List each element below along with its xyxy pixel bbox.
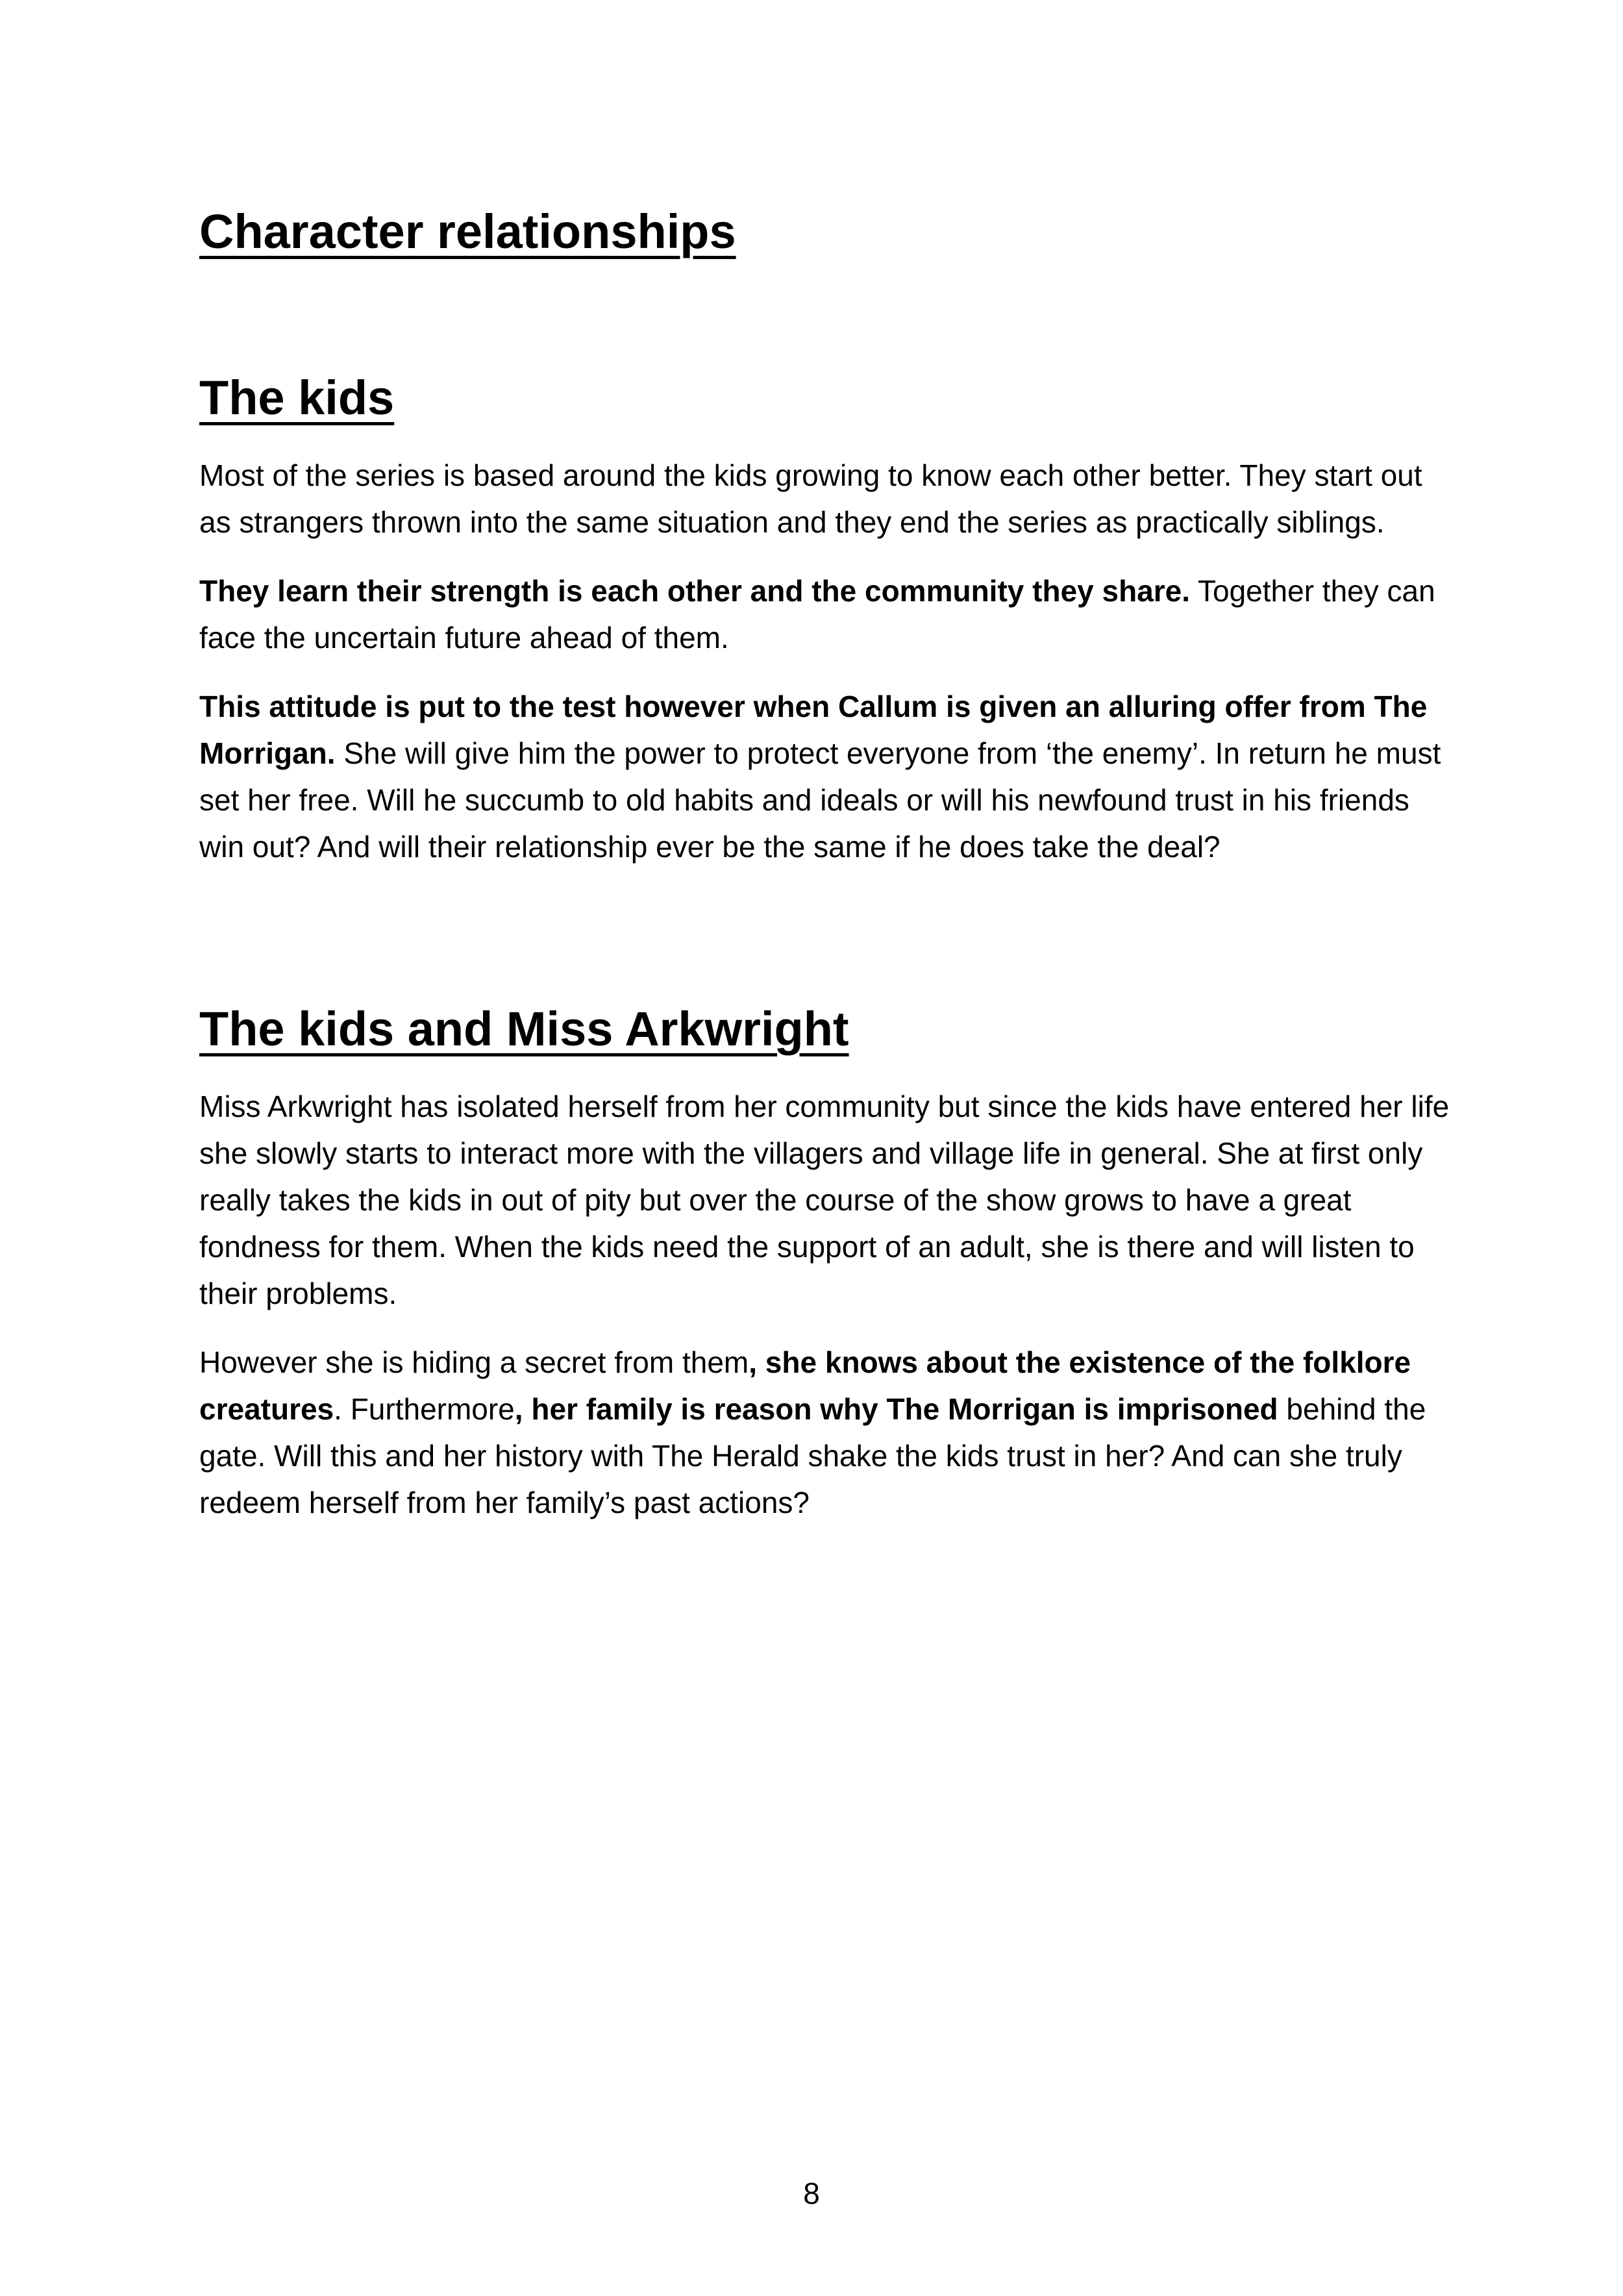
text-run: . Furthermore xyxy=(334,1392,515,1426)
text-run: She will give him the power to protect everyone from ‘the enemy’. In return he must set her free. Will he succumb to old habits and ideals or will his newfound trust in his friends win out? And will their relationship ever be the same if he does take the deal? xyxy=(199,736,1441,864)
paragraph xyxy=(199,683,1459,870)
section-the-kids xyxy=(199,369,1459,870)
section-heading: The kids xyxy=(199,371,395,425)
text-run: Most of the series is based around the kids growing to know each other better. They start out as strangers thrown into the same situation and they end the series as practically siblings. xyxy=(199,458,1422,539)
paragraph xyxy=(199,452,1459,545)
paragraph xyxy=(199,1083,1459,1317)
bold-text-run: , she knows about the existence of the folklore creatures xyxy=(199,1345,1411,1426)
paragraph xyxy=(199,1339,1459,1526)
bold-text-run: , her family is reason why The Morrigan is imprisoned xyxy=(514,1392,1278,1426)
page-number: 8 xyxy=(803,2177,820,2210)
section-heading: The kids and Miss Arkwright xyxy=(199,1002,849,1056)
bold-text-run: This attitude is put to the test however when Callum is given an alluring offer from The Morrigan. xyxy=(199,690,1428,770)
document-title: Character relationships xyxy=(199,205,736,258)
text-run: behind the gate. Will this and her history with The Herald shake the kids trust in her? And can she truly redeem herself from her family’s past actions? xyxy=(199,1392,1426,1519)
bold-text-run: They learn their strength is each other and the community they share. xyxy=(199,574,1191,608)
text-run: Miss Arkwright has isolated herself from her community but since the kids have entered her life she slowly starts to interact more with the villagers and village life in general. She at first only really takes the kids in out of pity but over the course of the show grows to have a great fondness for them. When the kids need the support of an adult, she is there and will listen to their problems. xyxy=(199,1090,1450,1310)
text-run: However she is hiding a secret from them xyxy=(199,1345,749,1379)
text-run: Together they can face the uncertain future ahead of them. xyxy=(199,574,1435,655)
paragraph xyxy=(199,568,1459,661)
section-kids-and-miss-arkwright xyxy=(199,1000,1459,1526)
